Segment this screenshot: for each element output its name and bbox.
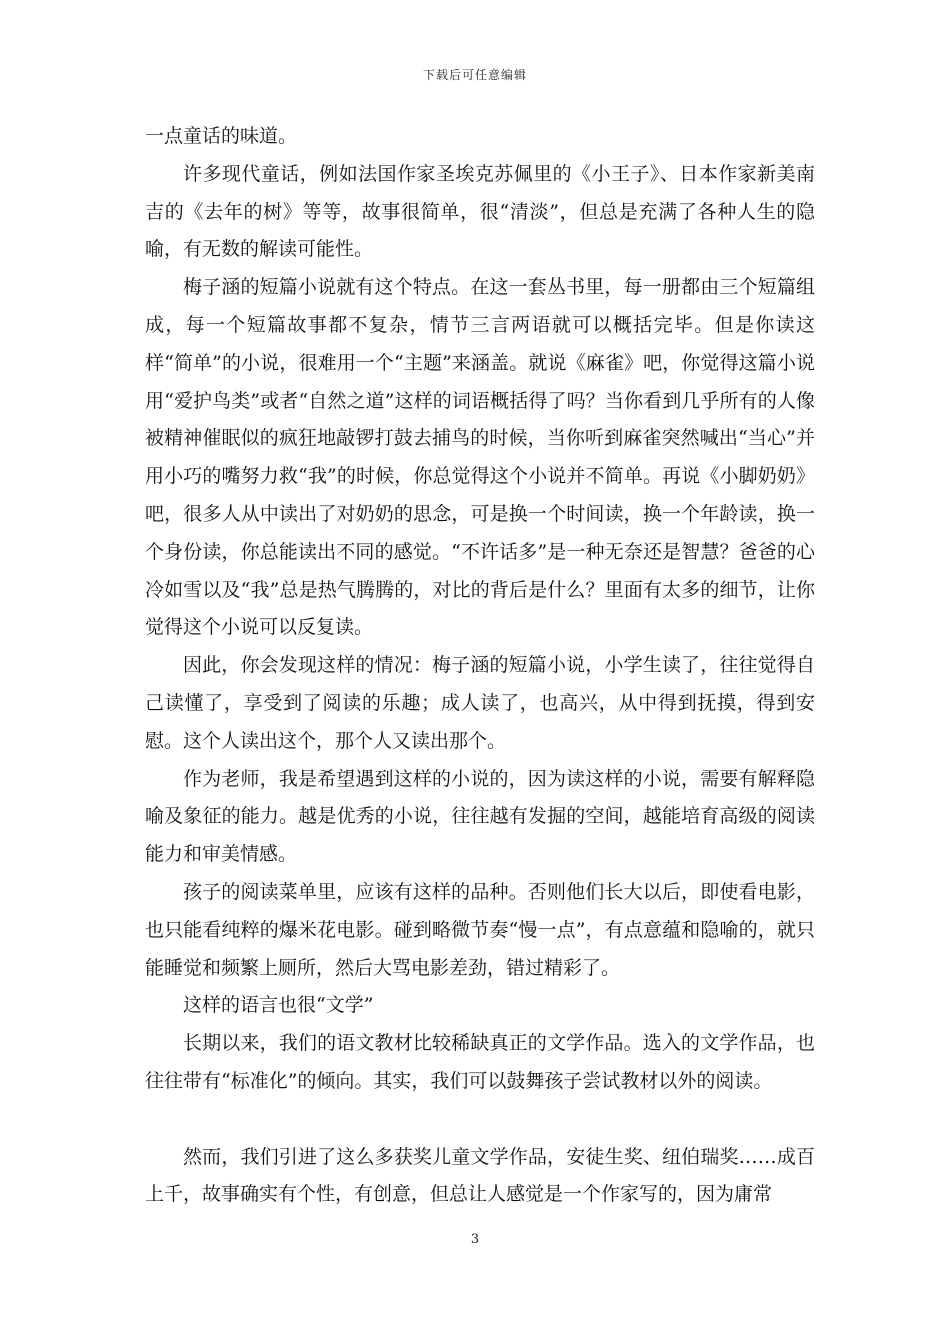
paragraph-textbooks: 长期以来，我们的语文教材比较稀缺真正的文学作品。选入的文学作品，也往往带有“标准化”的倾向。其实，我们可以鼓舞孩子尝试教材以外的阅读。 <box>145 1032 815 1092</box>
section-heading: 这样的语言也很“文学” <box>183 994 374 1017</box>
page-number: 3 <box>470 1232 480 1247</box>
page-header: 下载后可任意编辑 <box>422 68 527 82</box>
paragraph-readers: 因此，你会发现这样的情况：梅子涵的短篇小说，小学生读了，往往觉得自己读懂了，享受到了阅读的乐趣；成人读了，也高兴，从中得到抚摸，得到安慰。这个人读出这个，那个人又读出那个。 <box>145 654 815 752</box>
document-body <box>145 118 815 1214</box>
paragraph-continuation: 一点童话的味道。 <box>145 125 298 147</box>
paragraph-modern-fairy-tales: 许多现代童话，例如法国作家圣埃克苏佩里的《小王子》、日本作家新美南吉的《去年的树》等等，故事很简单，很“清淡”，但总是充满了各种人生的隐喻，有无数的解读可能性。 <box>145 162 815 261</box>
paragraph-teacher: 作为老师，我是希望遇到这样的小说的，因为读这样的小说，需要有解释隐喻及象征的能力。越是优秀的小说，往往越有发掘的空间，越能培育高级的阅读能力和审美情感。 <box>145 767 815 866</box>
paragraph-reading-menu: 孩子的阅读菜单里，应该有这样的品种。否则他们长大以后，即使看电影，也只能看纯粹的爆米花电影。碰到略微节奏“慢一点”，有点意蕴和隐喻的，就只能睡觉和频繁上厕所，然后大骂电影差劲，错过精彩了。 <box>145 880 815 979</box>
blank-line <box>145 1101 815 1139</box>
paragraph-awards: 然而，我们引进了这么多获奖儿童文学作品，安徒生奖、纽伯瑞奖……成百上千，故事确实有个性，有创意，但总让人感觉是一个作家写的，因为庸常 <box>145 1145 815 1206</box>
paragraph-short-stories: 梅子涵的短篇小说就有这个特点。在这一套丛书里，每一册都由三个短篇组成，每一个短篇故事都不复杂，情节三言两语就可以概括完毕。但是你读这样“简单”的小说，很难用一个“主题”来涵盖。就说《麻雀》吧，你觉得这篇小说用“爱护鸟类”或者“自然之道”这样的词语概括得了吗？当你看到几乎所有的人像被精神催眠似的疯狂地敲锣打鼓去捕鸟的时候，当你听到麻雀突然喊出“当心”并用小巧的嘴努力救“我”的时候，你总觉得这个小说并不简单。再说《小脚奶奶》吧，很多人从中读出了对奶奶的思念，可是换一个时间读，换一个年龄读，换一个身份读，你总能读出不同的感觉。“不许话多”是一种无奈还是智慧？爸爸的心冷如雪以及“我”总是热气腾腾的，对比的背后是什么？里面有太多的细节，让你觉得这个小说可以反复读。 <box>145 276 815 639</box>
